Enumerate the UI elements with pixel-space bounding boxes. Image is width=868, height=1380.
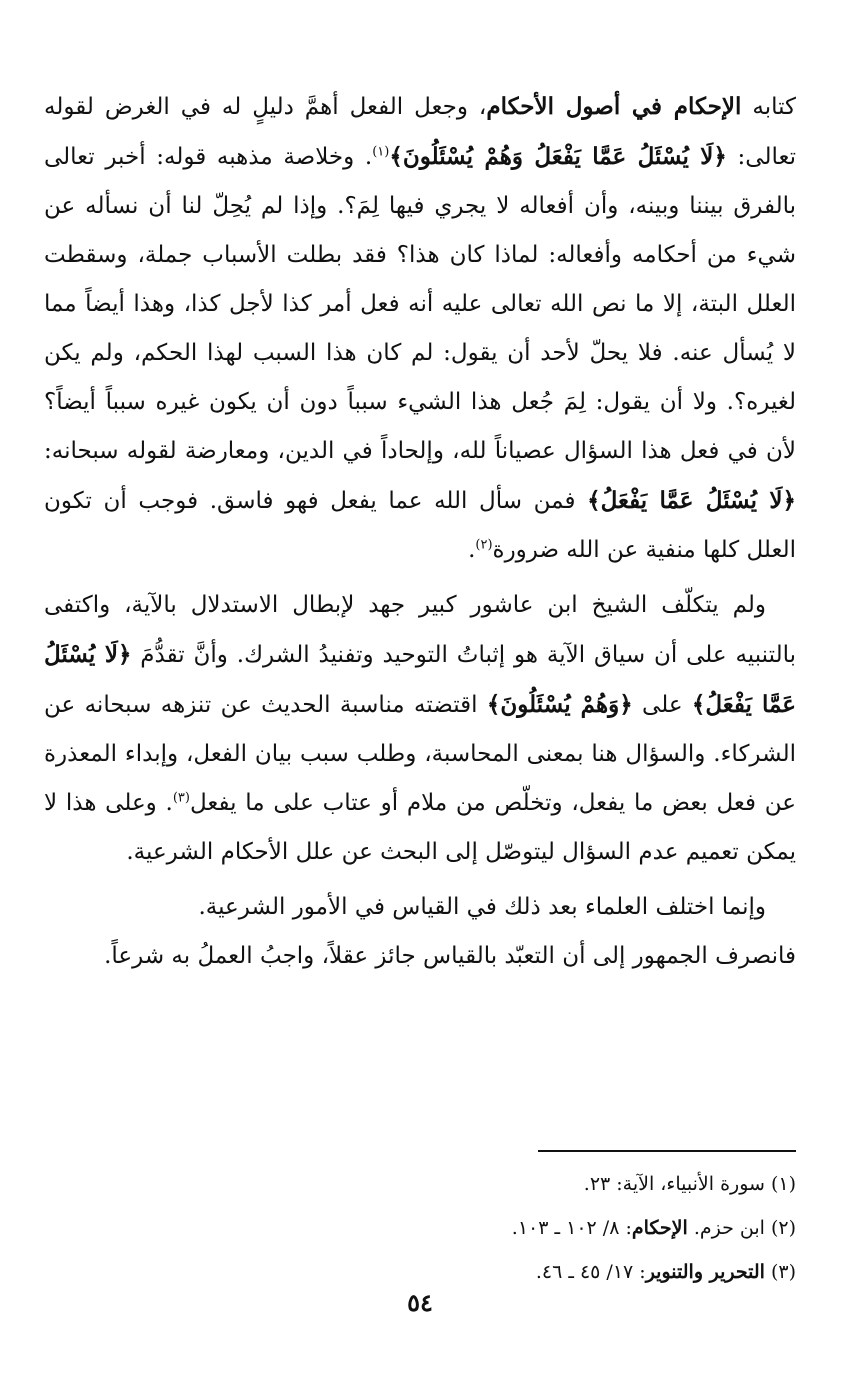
footnote-reference: (١) bbox=[372, 144, 390, 160]
text-run: ابن حزم. bbox=[687, 1217, 765, 1239]
quran-quote: ﴿لَا يُسْئَلُ عَمَّا يَفْعَلُ﴾ bbox=[44, 641, 797, 718]
bold-title: الإحكام في أصول الأحكام bbox=[486, 93, 742, 120]
text-run: . bbox=[468, 537, 476, 563]
footnote-reference: (٢) bbox=[475, 537, 493, 553]
text-run: ولم يتكلّف الشيخ ابن عاشور كبير جهد لإبطال الاستدلال بالآية، واكتفى بالتنبيه على أن سياق الآية هو إثباتُ التوحيد وتفنيدُ الشرك. وأنَّ تقدُّمَ bbox=[44, 592, 796, 668]
book-page bbox=[44, 82, 796, 1380]
paragraph-3 bbox=[44, 883, 796, 932]
quran-quote: ﴿لَا يُسْئَلُ عَمَّا يَفْعَلُ﴾ bbox=[587, 487, 796, 514]
footnote-number: (١) bbox=[770, 1173, 796, 1195]
footnote-2 bbox=[44, 1206, 796, 1250]
bold-title: التحرير والتنوير bbox=[645, 1261, 765, 1283]
footnote-reference: (٣) bbox=[172, 790, 190, 806]
footnote-number: (٣) bbox=[770, 1261, 796, 1283]
footnote-divider bbox=[538, 1150, 796, 1152]
text-run: : ١٧/ ٤٥ ـ ٤٦. bbox=[535, 1261, 646, 1283]
text-run: فمن سأل الله عما يفعل فهو فاسق. فوجب أن تكون العلل كلها منفية عن الله ضرورة bbox=[44, 488, 796, 563]
text-run: اقتضته مناسبة الحديث عن تنزهه سبحانه عن الشركاء. والسؤال هنا بمعنى المحاسبة، وطلب سبب بيان الفعل، وإبداء المعذرة عن فعل بعض ما يفعل، وتخلّص من ملام أو عتاب على ما يفعل bbox=[44, 692, 796, 816]
quran-quote: ﴿لَا يُسْئَلُ عَمَّا يَفْعَلُ وَهُمْ يُسْئَلُونَ﴾ bbox=[389, 143, 727, 170]
text-run: . وعلى هذا لا يمكن تعميم عدم السؤال ليتوصّل إلى البحث عن علل الأحكام الشرعية. bbox=[44, 790, 796, 865]
text-run: كتابه bbox=[741, 94, 796, 120]
page-number: ٥٤ bbox=[407, 1288, 433, 1317]
text-run: وإنما اختلف العلماء بعد ذلك في القياس في الأمور الشرعية. bbox=[198, 894, 766, 920]
paragraph-4 bbox=[44, 932, 796, 981]
text-run: ، وجعل الفعل أهمَّ دليلٍ له في الغرض لقوله تعالى: bbox=[44, 94, 796, 170]
text-run: . وخلاصة مذهبه قوله: أخبر تعالى بالفرق بيننا وبينه، وأن أفعاله لا يجري فيها لِمَ؟. وإذا لم يُحِلّ لنا أن نسأله عن شيء من أحكامه وأفعاله: لماذا كان هذا؟ فقد بطلت الأسباب جملة، وسقطت العلل البتة، إلا ما نص الله تعالى عليه أنه فعل أمر كذا لأجل كذا، وهذا أيضاً مما لا يُسأل عنه. فلا يحلّ لأحد أن يقول: لم كان هذا السبب لهذا الحكم، ولم يكن لغيره؟. ولا أن يقول: لِمَ جُعل هذا الشيء سبباً دون أن يكون غيره سبباً أيضاً؟ لأن في فعل هذا السؤال عصياناً لله، وإلحاداً في الدين، ومعارضة لقوله سبحانه: bbox=[44, 144, 796, 464]
paragraph-1 bbox=[44, 82, 796, 575]
text-run: سورة الأنبياء، الآية: ٢٣. bbox=[583, 1173, 765, 1195]
main-text bbox=[44, 82, 796, 981]
paragraph-2 bbox=[44, 581, 796, 877]
text-run: : ٨/ ١٠٢ ـ ١٠٣. bbox=[511, 1217, 632, 1239]
bold-title: الإحكام bbox=[631, 1217, 688, 1239]
text-run: فانصرف الجمهور إلى أن التعبّد بالقياس جائز عقلاً، واجبُ العملُ به شرعاً. bbox=[104, 943, 796, 969]
footnote-number: (٢) bbox=[770, 1217, 796, 1239]
footnotes bbox=[44, 1162, 796, 1294]
quran-quote: ﴿وَهُمْ يُسْئَلُونَ﴾ bbox=[486, 691, 633, 718]
footnote-1 bbox=[44, 1162, 796, 1206]
text-run: على bbox=[632, 692, 692, 718]
